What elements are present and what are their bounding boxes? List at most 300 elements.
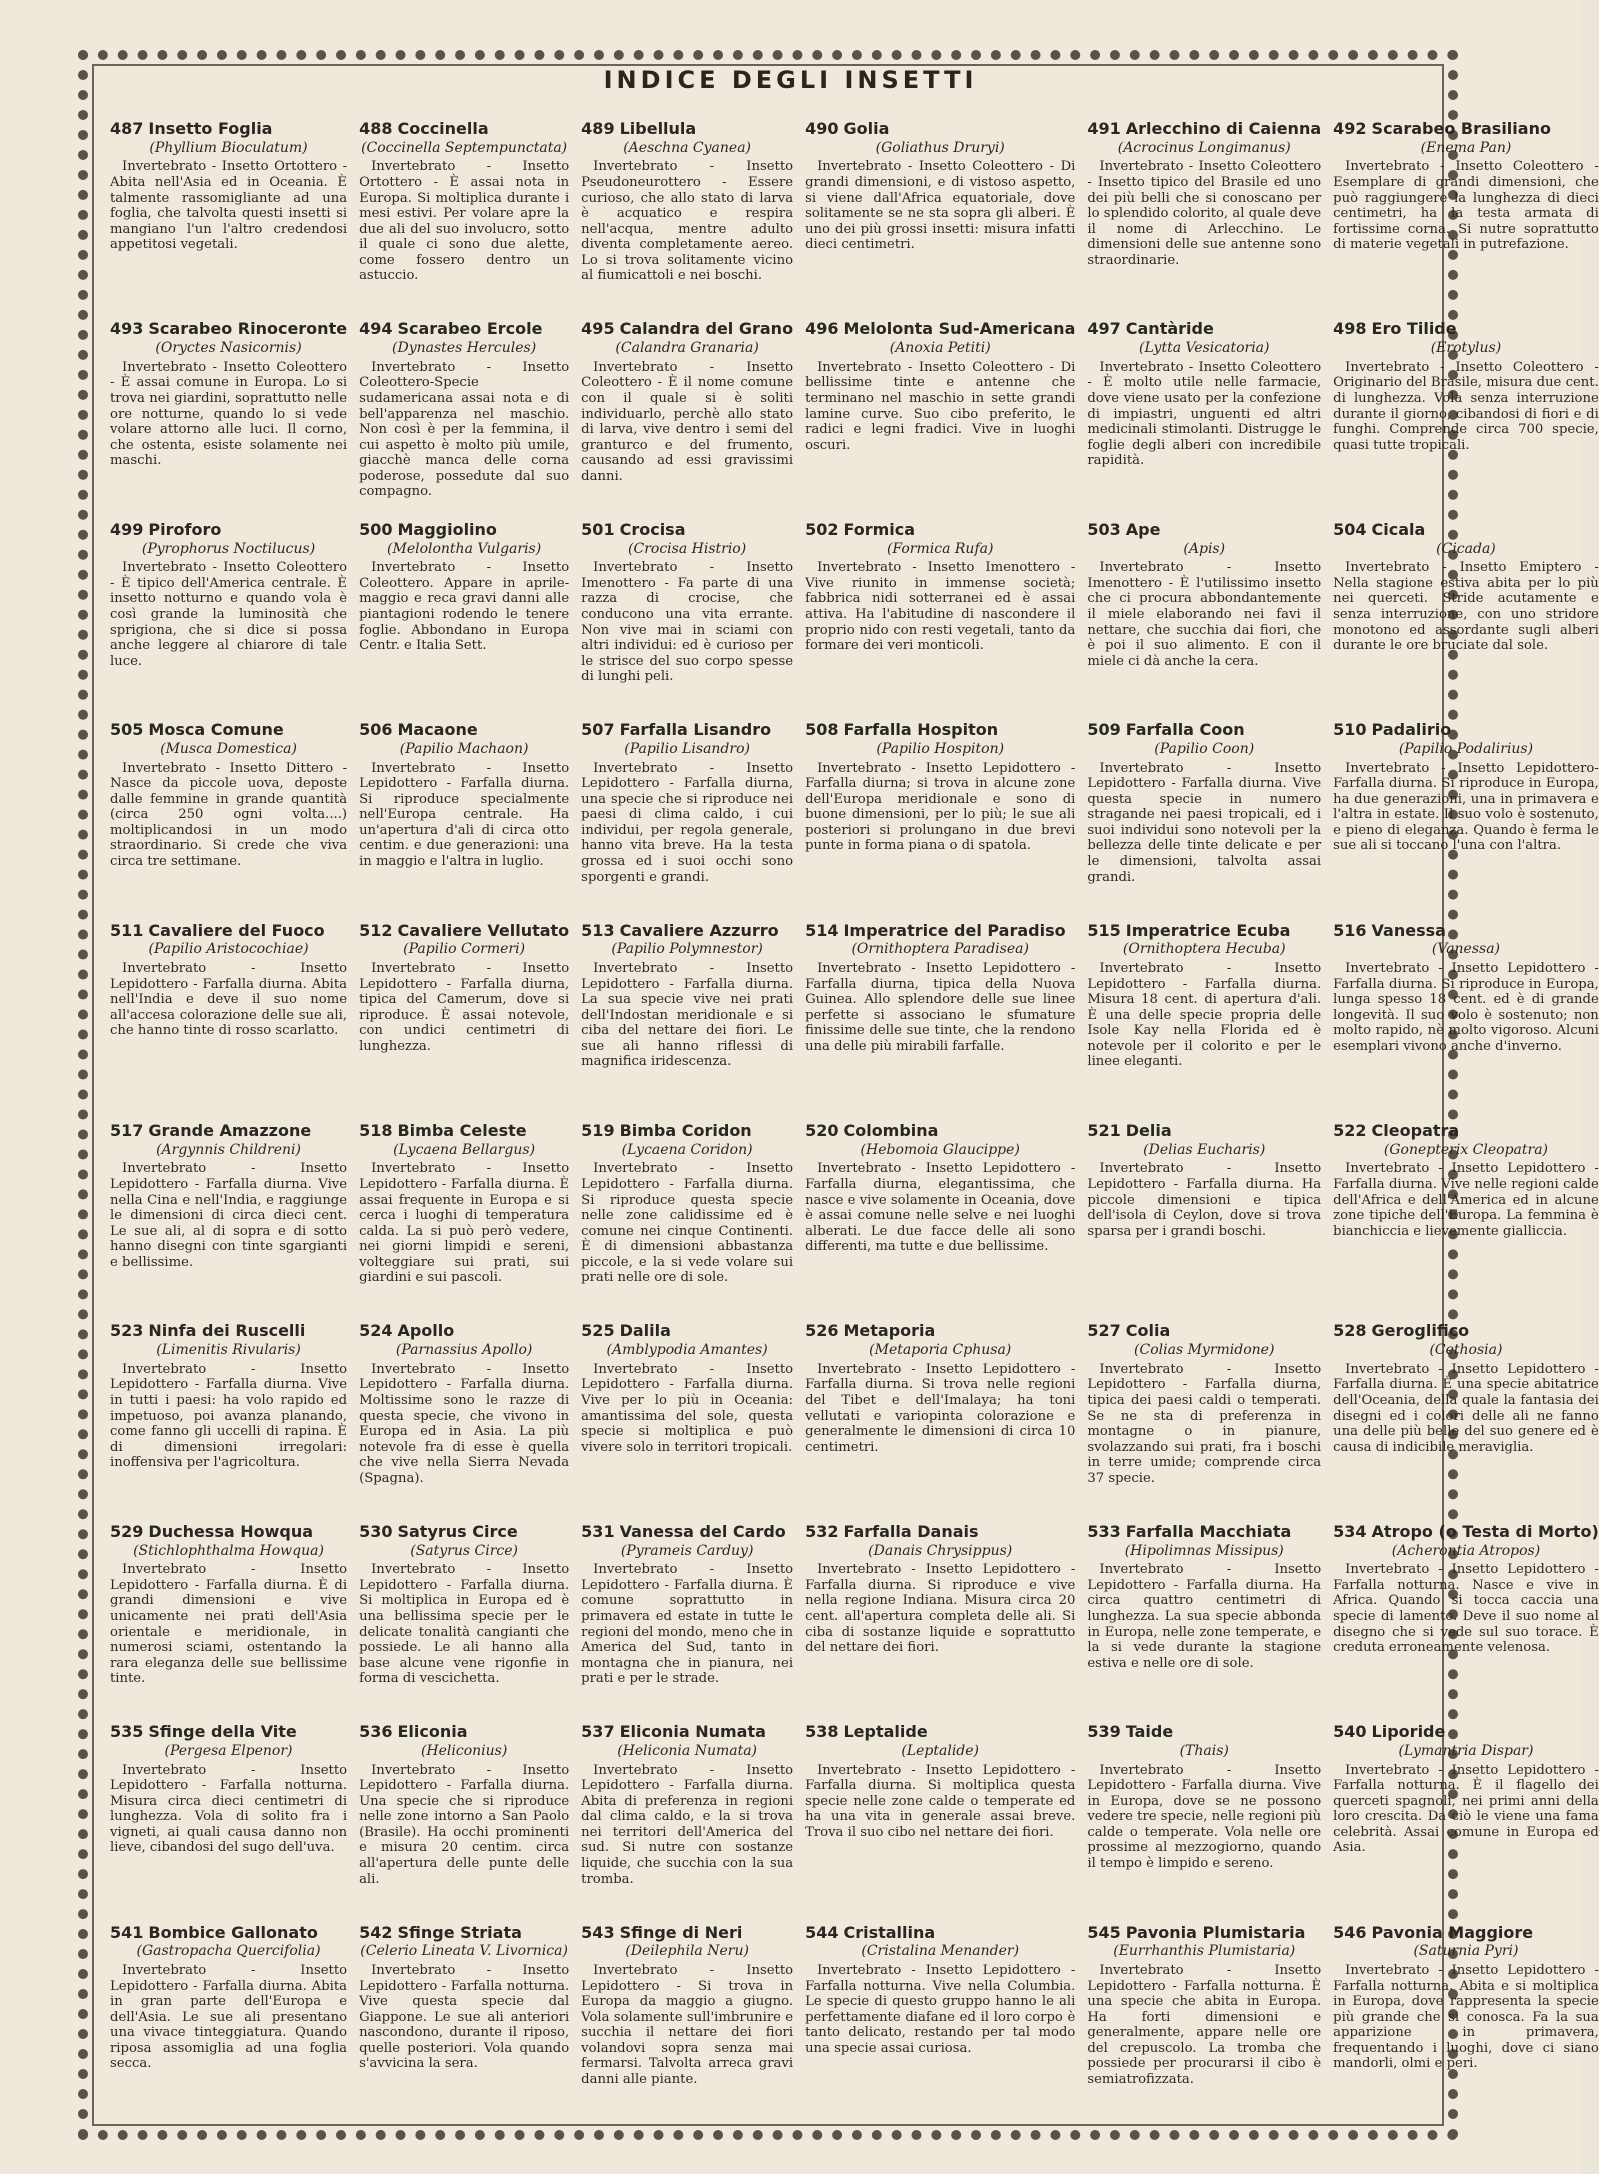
entry-description: Invertebrato - Insetto Lepidottero-Farfalla diurna. Si riproduce in Europa, ha due generazioni, una in primavera e l'altra in estate. Il suo volo è sostenuto, e pieno di eleganza. Quando è ferma le sue ali si toccano l'una con l'altra. bbox=[1333, 760, 1599, 854]
entry-name: Vanessa del Cardo bbox=[619, 1521, 786, 1541]
entry-latin-name: (Anoxia Petiti) bbox=[889, 340, 991, 357]
entry-latin-name: (Papilio Cormeri) bbox=[403, 941, 526, 958]
insect-entry bbox=[805, 521, 1075, 717]
entry-name: Calandra del Grano bbox=[619, 319, 794, 339]
entry-number: 528 bbox=[1333, 1321, 1367, 1341]
entry-name: Geroglifico bbox=[1371, 1321, 1470, 1341]
entry-number: 513 bbox=[581, 920, 615, 940]
insect-entry bbox=[1087, 120, 1321, 316]
entry-description: Invertebrato - Insetto Emiptero - Nella stagione estiva abita per lo più nei querceti. Stride acutamente e senza interruzione, con uno stridore monotono ed assordante sugli alberi durante le ore bruciate dal sole. bbox=[1333, 560, 1599, 654]
entry-name: Duchessa Howqua bbox=[148, 1521, 314, 1541]
entry-name: Maggiolino bbox=[397, 519, 497, 539]
entry-description: Invertebrato - Insetto Lepidottero - Farfalla notturna. Misura circa dieci centimetri di lunghezza. Vola di solito fra i vigneti, ai quali causa danno non lieve, cibandosi del sugo dell'uva. bbox=[110, 1762, 348, 1856]
insect-entry bbox=[581, 721, 793, 917]
entry-name: Golia bbox=[843, 119, 890, 138]
entry-name: Eliconia bbox=[397, 1722, 468, 1742]
entry-latin-name: (Parnassius Apollo) bbox=[395, 1342, 533, 1359]
insect-entry bbox=[1333, 922, 1599, 1118]
entry-name: Scarabeo Brasiliano bbox=[1371, 119, 1551, 138]
entry-latin-name: (Coccinella Septempunctata) bbox=[361, 139, 568, 156]
insect-entry bbox=[1087, 1523, 1321, 1719]
entry-latin-name: (Papilio Lisandro) bbox=[624, 741, 750, 758]
entry-heading bbox=[1333, 120, 1599, 139]
entries-grid bbox=[110, 119, 1599, 2120]
entry-heading bbox=[805, 120, 1075, 139]
entry-number: 535 bbox=[110, 1722, 144, 1742]
entry-latin-name: (Limenitis Rivularis) bbox=[156, 1342, 301, 1359]
entry-name: Cantàride bbox=[1125, 319, 1214, 339]
entry-latin-name: (Pyrameis Carduy) bbox=[620, 1542, 754, 1559]
insect-entry bbox=[359, 1122, 569, 1318]
entry-number: 509 bbox=[1087, 720, 1121, 740]
entry-description: Invertebrato - Insetto Pseudoneurottero - Essere curioso, che allo stato di larva è acquatico e respira nell'acqua, mentre adulto diventa completamente aereo. Lo si trova solitamente vicino al fiumicattoli e nei boschi. bbox=[581, 159, 794, 284]
insect-entry bbox=[1087, 1924, 1321, 2120]
entry-heading bbox=[359, 1122, 569, 1141]
entry-name: Grande Amazzone bbox=[148, 1120, 312, 1140]
entry-number: 491 bbox=[1087, 119, 1121, 138]
insect-entry bbox=[359, 1523, 569, 1719]
entry-number: 503 bbox=[1087, 519, 1121, 539]
entry-latin-name: (Formica Rufa) bbox=[886, 540, 994, 557]
entry-number: 499 bbox=[110, 519, 144, 539]
entry-heading bbox=[581, 120, 793, 139]
entry-latin-name: (Vanessa) bbox=[1431, 941, 1501, 958]
entry-number: 523 bbox=[110, 1321, 144, 1341]
entry-number: 541 bbox=[110, 1922, 144, 1942]
insect-entry bbox=[581, 1523, 793, 1719]
insect-entry bbox=[805, 721, 1075, 917]
entry-description: Invertebrato - Insetto Coleottero - Di bellissime tinte e antenne che terminano nel maschio in sette grandi lamine curve. Suo cibo preferito, le radici e legni fradici. Vive in luoghi oscuri. bbox=[805, 359, 1076, 453]
entry-name: Liporide bbox=[1371, 1722, 1446, 1742]
insect-entry bbox=[1333, 1322, 1599, 1518]
entry-number: 536 bbox=[359, 1722, 393, 1742]
entry-latin-name: (Gastropacha Quercifolia) bbox=[136, 1943, 321, 1960]
insect-entry bbox=[581, 120, 793, 316]
entry-description: Invertebrato - Insetto Lepidottero - Farfalla diurna, tipica del Camerum, dove si riproduce. È assai notevole, con undici centimetri di lunghezza. bbox=[359, 960, 570, 1054]
entry-latin-name: (Lycaena Bellargus) bbox=[393, 1141, 536, 1158]
entry-heading bbox=[1333, 1924, 1599, 1943]
entry-name: Colia bbox=[1125, 1321, 1171, 1341]
entry-heading bbox=[110, 521, 347, 540]
insect-entry bbox=[1087, 320, 1321, 516]
insect-entry bbox=[1087, 1723, 1321, 1919]
entry-heading bbox=[805, 1723, 1075, 1742]
insect-entry bbox=[581, 521, 793, 717]
entry-latin-name: (Papilio Coon) bbox=[1154, 741, 1255, 758]
entry-heading bbox=[1087, 1322, 1321, 1341]
entry-name: Cicala bbox=[1371, 519, 1426, 539]
entry-heading bbox=[359, 1723, 569, 1742]
entry-heading bbox=[110, 120, 347, 139]
entry-description: Invertebrato - Insetto Coleottero-Specie sudamericana assai nota e di bell'apparenza nel maschio. Non così è per la femmina, il cui aspetto è molto più umile, giacchè manca delle corna poderose, possedute dal suo compagno. bbox=[359, 359, 570, 500]
entry-latin-name: (Heliconius) bbox=[420, 1743, 508, 1760]
entry-name: Coccinella bbox=[397, 119, 489, 138]
entry-latin-name: (Papilio Aristocochiae) bbox=[148, 941, 309, 958]
entry-heading bbox=[110, 1723, 347, 1742]
entry-heading bbox=[1333, 1322, 1599, 1341]
entry-latin-name: (Papilio Machaon) bbox=[399, 741, 529, 758]
entry-number: 544 bbox=[805, 1922, 839, 1942]
entry-heading bbox=[1087, 1122, 1321, 1141]
entry-number: 508 bbox=[805, 720, 839, 740]
entry-description: Invertebrato - Insetto Lepidottero - Farfalla notturna. Vive questa specie dal Giappone. Le sue ali anteriori nascondono, durante il riposo, quelle posteriori. Vola quando s'avvicina la sera. bbox=[359, 1962, 570, 2072]
entry-latin-name: (Heliconia Numata) bbox=[617, 1743, 758, 1760]
entry-name: Farfalla Danais bbox=[843, 1521, 979, 1541]
entry-description: Invertebrato - Insetto Lepidottero - Farfalla diurna. Si riproduce in Europa, lunga spesso 18 cent. ed è di grande longevità. Il suo volo è sostenuto; non molto rapido, nè molto vigoroso. Alcuni esemplari vivono anche d'inverno. bbox=[1333, 960, 1599, 1054]
entry-number: 534 bbox=[1333, 1521, 1367, 1541]
entry-name: Ero Tilide bbox=[1371, 319, 1457, 339]
entry-number: 546 bbox=[1333, 1922, 1367, 1942]
entry-heading bbox=[1087, 120, 1321, 139]
entry-number: 519 bbox=[581, 1120, 615, 1140]
entry-description: Invertebrato - Insetto Lepidottero - Farfalla diurna. Vive in Europa, dove se ne possono vedere tre specie, nelle regioni più calde o temperate. Vola nelle ore prossime al mezzogiorno, quando il tempo è limpido e sereno. bbox=[1087, 1762, 1322, 1872]
entry-description: Invertebrato - Insetto Lepidottero - Farfalla diurna. Si riproduce questa specie nelle zone calidissime ed è comune nei cinque Continenti. È di dimensioni abbastanza piccole, e la si vede volare sui prati nelle ore di sole. bbox=[581, 1161, 794, 1286]
entry-number: 518 bbox=[359, 1120, 393, 1140]
insect-entry bbox=[359, 521, 569, 717]
entry-description: Invertebrato - Insetto Coleottero - È tipico dell'America centrale. È insetto notturno e quando vola è così grande la luminosità che sprigiona, che si dice si possa anche leggere al chiarore di tale luce. bbox=[110, 560, 348, 669]
entry-heading bbox=[581, 1122, 793, 1141]
entry-latin-name: (Oryctes Nasicornis) bbox=[155, 340, 302, 357]
entry-number: 496 bbox=[805, 319, 839, 339]
entry-number: 512 bbox=[359, 920, 393, 940]
entry-name: Eliconia Numata bbox=[619, 1722, 766, 1742]
entry-name: Padalirio bbox=[1371, 720, 1452, 740]
entry-latin-name: (Melolontha Vulgaris) bbox=[387, 540, 542, 557]
entry-description: Invertebrato - Insetto Lepidottero - Farfalla diurna. Si moltiplica questa specie nelle zone calde o temperate ed ha una vita in generale assai breve. Trova il suo cibo nel nettare dei fiori. bbox=[805, 1762, 1076, 1840]
entry-heading bbox=[110, 1924, 347, 1943]
entry-name: Scarabeo Ercole bbox=[397, 319, 543, 339]
entry-description: Invertebrato - Insetto Lepidottero - Farfalla diurna. È assai frequente in Europa e si cerca i luoghi di temperatura calda. La si può però vedere, nei giorni limpidi e sereni, volteggiare sui prati, sui giardini e sui pascoli. bbox=[359, 1161, 570, 1286]
entry-latin-name: (Eurrhanthis Plumistaria) bbox=[1113, 1943, 1296, 1960]
entry-description: Invertebrato - Insetto Lepidottero - Farfalla notturna. Nasce e vive in Africa. Quando si tocca caccia una specie di lamento. Deve il suo nome al disegno che si vede sul suo torace. È creduta erroneamente velenosa. bbox=[1333, 1562, 1599, 1656]
entry-latin-name: (Stichlophthalma Howqua) bbox=[133, 1542, 324, 1559]
entry-heading bbox=[1333, 721, 1599, 740]
entry-heading bbox=[1087, 320, 1321, 339]
entry-name: Crocisa bbox=[619, 519, 686, 539]
entry-description: Invertebrato - Insetto Lepidottero - Farfalla diurna. Abita nell'India e deve il suo nome all'accesa colorazione delle sue ali, che hanno tinte di rosso scarlatto. bbox=[110, 960, 348, 1039]
insect-entry bbox=[581, 1924, 793, 2120]
entry-heading bbox=[359, 120, 569, 139]
entry-number: 502 bbox=[805, 519, 839, 539]
entry-number: 530 bbox=[359, 1521, 393, 1541]
insect-entry bbox=[1087, 521, 1321, 717]
entry-name: Vanessa bbox=[1371, 920, 1446, 940]
insect-entry bbox=[110, 1122, 347, 1318]
insect-entry bbox=[581, 1122, 793, 1318]
entry-heading bbox=[110, 1122, 347, 1141]
entry-latin-name: (Enema Pan) bbox=[1420, 139, 1512, 156]
entry-description: Invertebrato - Insetto Lepidottero - Farfalla diurna. Si trova nelle regioni del Tibet e dell'Imalaya; ha toni vellutati e variopinta colorazione e generalmente le dimensioni di circa 10 centimetri. bbox=[805, 1361, 1076, 1455]
entry-number: 501 bbox=[581, 519, 615, 539]
entry-number: 532 bbox=[805, 1521, 839, 1541]
entry-name: Sfinge della Vite bbox=[148, 1722, 297, 1742]
entry-name: Cavaliere Vellutato bbox=[397, 920, 570, 940]
insect-entry bbox=[110, 1322, 347, 1518]
entry-heading bbox=[359, 1322, 569, 1341]
entry-heading bbox=[805, 721, 1075, 740]
entry-latin-name: (Delias Eucharis) bbox=[1143, 1141, 1266, 1158]
entry-heading bbox=[1333, 1122, 1599, 1141]
entry-latin-name: (Papilio Polymnestor) bbox=[611, 941, 763, 958]
entry-number: 522 bbox=[1333, 1120, 1367, 1140]
entry-description: Invertebrato - Insetto Lepidottero - Si trova in Europa da maggio a giugno. Vola solamente sull'imbrunire e succhia il nettare dei fiori volandovi sopra senza mai fermarsi. Talvolta arreca gravi danni alle piante. bbox=[581, 1962, 794, 2088]
entry-name: Metaporia bbox=[843, 1321, 936, 1341]
insect-entry bbox=[581, 1322, 793, 1518]
entry-heading bbox=[581, 1322, 793, 1341]
entry-latin-name: (Satyrus Circe) bbox=[410, 1542, 518, 1559]
entry-description: Invertebrato - Insetto Lepidottero - Farfalla diurna. Si riproduce specialmente nell'Europa centrale. Ha un'apertura d'ali di circa otto centim. e due generazioni: una in maggio e l'altra in luglio. bbox=[359, 760, 570, 870]
entry-heading bbox=[805, 320, 1075, 339]
insect-entry bbox=[110, 320, 347, 516]
entry-latin-name: (Argynnis Childreni) bbox=[156, 1141, 301, 1158]
entry-name: Cavaliere Azzurro bbox=[619, 920, 779, 940]
entry-heading bbox=[1087, 521, 1321, 540]
entry-description: Invertebrato - Insetto Lepidottero - Farfalla diurna; si trova in alcune zone dell'Europa meridionale e sono di buone dimensioni, per lo più; le sue ali posteriori si prolungano in due brevi punte in forma piana o di spatola. bbox=[805, 760, 1076, 854]
entry-heading bbox=[110, 1523, 347, 1542]
entry-description: Invertebrato - Insetto Coleottero. Appare in aprile-maggio e reca gravi danni alle piantagioni rodendo le tenere foglie. Abbondano in Europa Centr. e Italia Sett. bbox=[359, 560, 570, 654]
entry-description: Invertebrato - Insetto Lepidottero - Farfalla notturna. Abita e si moltiplica in Europa, dove rappresenta la specie più grande che si conosca. Fa la sua apparizione in primavera, frequentando i luoghi, dove ci siano mandorli, olmi e peri. bbox=[1333, 1962, 1599, 2072]
insect-entry bbox=[805, 1322, 1075, 1518]
entry-number: 527 bbox=[1087, 1321, 1121, 1341]
entry-number: 538 bbox=[805, 1722, 839, 1742]
entry-name: Farfalla Lisandro bbox=[619, 720, 772, 740]
entry-name: Arlecchino di Caienna bbox=[1125, 119, 1322, 138]
insect-entry bbox=[110, 1723, 347, 1919]
entry-latin-name: (Phyllium Bioculatum) bbox=[149, 139, 308, 156]
entry-latin-name: (Lymantria Dispar) bbox=[1398, 1743, 1534, 1760]
entry-latin-name: (Pyrophorus Noctilucus) bbox=[141, 540, 316, 557]
entry-latin-name: (Colias Myrmidone) bbox=[1134, 1342, 1275, 1359]
insect-entry bbox=[359, 922, 569, 1118]
entry-description: Invertebrato - Insetto Coleottero - È il nome comune con il quale si è soliti individuarlo, perchè allo stato di larva, vive dentro i semi del granturco e del frumento, causando ad essi gravissimi danni. bbox=[581, 359, 794, 484]
insect-entry bbox=[581, 922, 793, 1118]
entry-name: Taide bbox=[1125, 1722, 1174, 1742]
entry-latin-name: (Celerio Lineata V. Livornica) bbox=[360, 1943, 568, 1960]
entry-latin-name: (Cethosia) bbox=[1429, 1342, 1503, 1359]
entry-description: Invertebrato - Insetto Lepidottero - Farfalla diurna, una specie che si riproduce nei paesi di clima caldo, i cui individui, per regola generale, hanno vita breve. Ha la testa grossa ed i suoi occhi sono sporgenti e grandi. bbox=[581, 760, 794, 885]
entry-description: Invertebrato - Insetto Lepidottero - Farfalla diurna. Si moltiplica in Europa ed è una bellissima specie per le delicate tonalità cangianti che possiede. Le ali hanno alla base alcune vene rigonfie in forma di vescichetta. bbox=[359, 1562, 570, 1687]
insect-entry bbox=[1333, 1924, 1599, 2120]
entry-number: 520 bbox=[805, 1120, 839, 1140]
entry-name: Leptalide bbox=[843, 1722, 928, 1742]
entry-name: Ninfa dei Ruscelli bbox=[148, 1321, 306, 1341]
entry-name: Cavaliere del Fuoco bbox=[148, 920, 325, 940]
entry-heading bbox=[1333, 521, 1599, 540]
entry-description: Invertebrato - Insetto Coleottero - Di grandi dimensioni, e di vistoso aspetto, si viene dall'Africa equatoriale, dove solitamente se ne sta sopra gli alberi. È uno dei più grossi insetti: misura infatti dieci centimetri. bbox=[805, 159, 1076, 253]
insect-entry bbox=[110, 1924, 347, 2120]
insect-entry bbox=[1333, 521, 1599, 717]
entry-description: Invertebrato - Insetto Imenottero - Vive riunito in immense società; fabbrica nidi sotterranei ed è assai attiva. Ha l'abitudine di nascondere il proprio nido con resti vegetali, tanto da formare dei veri monticoli. bbox=[805, 560, 1076, 654]
entry-latin-name: (Leptalide) bbox=[901, 1743, 980, 1760]
entry-description: Invertebrato - Insetto Lepidottero - Farfalla diurna. È una specie abitatrice dell'Oceania, della quale la fantasia dei disegni ed i colori delle ali ne fanno una delle più belle del suo genere ed è causa di indicibile meraviglia. bbox=[1333, 1361, 1599, 1455]
entry-description: Invertebrato - Insetto Lepidottero - Farfalla diurna, tipica della Nuova Guinea. Allo splendore delle sue linee perfette si associano le sfumature finissime delle sue tinte, che la rendono una delle più mirabili farfalle. bbox=[805, 960, 1076, 1054]
insect-entry bbox=[805, 1723, 1075, 1919]
entry-number: 494 bbox=[359, 319, 393, 339]
entry-description: Invertebrato - Insetto Lepidottero - Farfalla diurna. Si riproduce e vive nella regione Indiana. Misura circa 20 cent. all'apertura completa delle ali. Si ciba di sostanze liquide e soprattutto del nettare dei fiori. bbox=[805, 1562, 1076, 1656]
entry-description: Invertebrato - Insetto Lepidottero - Farfalla diurna. È di grandi dimensioni e vive unicamente nei prati dell'Asia orientale e meridionale, in numerosi sciami, ostentando la rara eleganza delle sue bellissime tinte. bbox=[110, 1562, 348, 1687]
entry-name: Delia bbox=[1125, 1120, 1172, 1140]
entry-description: Invertebrato - Insetto Coleottero - È assai comune in Europa. Lo si trova nei giardini, soprattutto nelle ore notturne, quando lo si vede volare attorno alle luci. Il corno, che ostenta, esiste solamente nei maschi. bbox=[110, 359, 348, 469]
entry-name: Formica bbox=[843, 519, 916, 539]
entry-heading bbox=[581, 320, 793, 339]
entry-heading bbox=[581, 922, 793, 941]
entry-latin-name: (Erotylus) bbox=[1430, 340, 1502, 357]
insect-entry bbox=[359, 1924, 569, 2120]
entry-number: 497 bbox=[1087, 319, 1121, 339]
entry-heading bbox=[1333, 1523, 1599, 1542]
entry-name: Sfinge Striata bbox=[397, 1922, 522, 1942]
entry-description: Invertebrato - Insetto Lepidottero - Farfalla diurna. Vive nelle regioni calde dell'Africa e dell'America ed in alcune zone tipiche dell'Europa. La femmina è bianchiccia e lievemente gialliccia. bbox=[1333, 1161, 1599, 1239]
entry-description: Invertebrato - Insetto Lepidottero - Farfalla diurna. Vive per lo più in Oceania: amantissima del sole, questa specie si moltiplica e può vivere solo in territori tropicali. bbox=[581, 1361, 794, 1455]
entry-latin-name: (Thais) bbox=[1179, 1743, 1229, 1760]
entry-number: 500 bbox=[359, 519, 393, 539]
entry-name: Pavonia Maggiore bbox=[1371, 1922, 1534, 1942]
entry-name: Imperatrice Ecuba bbox=[1125, 920, 1291, 940]
entry-number: 516 bbox=[1333, 920, 1367, 940]
entry-description: Invertebrato - Insetto Lepidottero - Farfalla diurna. Vive in tutti i paesi: ha volo rapido ed impetuoso, poi avanza planando, come fanno gli uccelli di rapina. È di dimensioni irregolari: inoffensiva per l'agricoltura. bbox=[110, 1361, 348, 1471]
entry-heading bbox=[581, 721, 793, 740]
entry-name: Cleopatra bbox=[1371, 1120, 1460, 1140]
entry-latin-name: (Amblypodia Amantes) bbox=[606, 1342, 768, 1359]
entry-name: Cristallina bbox=[843, 1922, 936, 1942]
page-title: INDICE DEGLI INSETTI bbox=[603, 66, 978, 94]
entry-latin-name: (Danais Chrysippus) bbox=[868, 1542, 1013, 1559]
entry-heading bbox=[359, 521, 569, 540]
entry-latin-name: (Metaporia Cphusa) bbox=[869, 1342, 1012, 1359]
entry-description: Invertebrato - Insetto Lepidottero - Farfalla diurna. Una specie che si riproduce nelle zone intorno a San Paolo (Brasile). Ha occhi prominenti e misura 20 centim. circa all'apertura delle punte delle ali. bbox=[359, 1762, 570, 1887]
entry-number: 505 bbox=[110, 720, 144, 740]
entry-latin-name: (Apis) bbox=[1183, 540, 1226, 557]
insect-entry bbox=[805, 1523, 1075, 1719]
entry-heading bbox=[359, 721, 569, 740]
entry-description: Invertebrato - Insetto Lepidottero - Farfalla notturna. È una specie che abita in Europa. Ha forti dimensioni e generalmente, appare nelle ore del crepuscolo. La tromba che possiede per procurarsi il cibo è semiatrofizzata. bbox=[1087, 1962, 1322, 2088]
entry-name: Imperatrice del Paradiso bbox=[843, 920, 1066, 940]
insect-entry bbox=[805, 1924, 1075, 2120]
entry-heading bbox=[359, 320, 569, 339]
entry-name: Satyrus Circe bbox=[397, 1521, 518, 1541]
entry-latin-name: (Saturnia Pyri) bbox=[1413, 1943, 1519, 1960]
entry-description: Invertebrato - Insetto Lepidottero - Farfalla diurna. Misura 18 cent. di apertura d'ali. È una delle specie propria delle Isole Kay nella Florida ed è notevole per il colorito e per le linee eleganti. bbox=[1087, 960, 1322, 1070]
entry-name: Pavonia Plumistaria bbox=[1125, 1922, 1306, 1942]
insect-entry bbox=[359, 721, 569, 917]
entry-heading bbox=[805, 1122, 1075, 1141]
entry-latin-name: (Gonepterix Cleopatra) bbox=[1383, 1141, 1549, 1158]
entry-latin-name: (Calandra Granaria) bbox=[615, 340, 759, 357]
entry-description: Invertebrato - Insetto Coleottero - Originario del Brasile, misura due cent. di lunghezza. Vola senza interruzione durante il giorno, cibandosi di fiori e di funghi. Comprende circa 700 specie, quasi tutte tropicali. bbox=[1333, 359, 1599, 453]
entry-name: Sfinge di Neri bbox=[619, 1922, 743, 1942]
entry-name: Ape bbox=[1125, 519, 1161, 539]
entry-name: Scarabeo Rinoceronte bbox=[148, 319, 348, 339]
entry-description: Invertebrato - Insetto Lepidottero - Farfalla diurna. Abita di preferenza in regioni dal clima caldo, e la si trova nei territori dell'America del sud. Si nutre con sostanze liquide, che succhia con la sua tromba. bbox=[581, 1762, 794, 1887]
entry-latin-name: (Hebomoia Glaucippe) bbox=[860, 1141, 1020, 1158]
insect-entry bbox=[805, 120, 1075, 316]
entry-heading bbox=[1087, 922, 1321, 941]
insect-entry bbox=[805, 1122, 1075, 1318]
entry-latin-name: (Dynastes Hercules) bbox=[392, 340, 537, 357]
insect-entry bbox=[110, 922, 347, 1118]
entry-name: Farfalla Coon bbox=[1125, 720, 1245, 740]
insect-entry bbox=[805, 922, 1075, 1118]
insect-entry bbox=[1087, 1322, 1321, 1518]
entry-number: 525 bbox=[581, 1321, 615, 1341]
entry-latin-name: (Lycaena Coridon) bbox=[621, 1141, 753, 1158]
entry-number: 490 bbox=[805, 119, 839, 138]
insect-entry bbox=[110, 721, 347, 917]
insect-entry bbox=[1333, 721, 1599, 917]
entry-name: Libellula bbox=[619, 119, 697, 138]
entry-heading bbox=[805, 1322, 1075, 1341]
entry-description: Invertebrato - Insetto Lepidottero - Farfalla diurna. Moltissime sono le razze di questa specie, che vivono in Europa ed in Asia. La più notevole fra di esse è quella che vive nella Sierra Nevada (Spagna). bbox=[359, 1361, 570, 1486]
entry-description: Invertebrato - Insetto Coleottero - Insetto tipico del Brasile ed uno dei più belli che si conoscano per lo splendido colorito, al quale deve il nome di Arlecchino. Le dimensioni delle sue antenne sono straordinarie. bbox=[1087, 159, 1322, 268]
entry-heading bbox=[581, 1723, 793, 1742]
entry-number: 540 bbox=[1333, 1722, 1367, 1742]
entry-heading bbox=[1087, 721, 1321, 740]
insect-entry bbox=[581, 1723, 793, 1919]
entry-heading bbox=[805, 1924, 1075, 1943]
entry-number: 487 bbox=[110, 119, 144, 138]
entry-description: Invertebrato - Insetto Imenottero - È l'utilissimo insetto che ci procura abbondantemente il miele elaborando nei favi il nettare, che succhia dai fiori, che è poi il suo alimento. E con il miele ci dà anche la cera. bbox=[1087, 560, 1322, 669]
entry-latin-name: (Cicada) bbox=[1436, 540, 1496, 557]
entry-number: 521 bbox=[1087, 1120, 1121, 1140]
entry-description: Invertebrato - Insetto Coleottero - È molto utile nelle farmacie, dove viene usato per la confezione di impiastri, unguenti ed altri medicinali stimolanti. Distrugge le foglie degli alberi con incredibile rapidità. bbox=[1087, 359, 1322, 469]
entry-description: Invertebrato - Insetto Lepidottero - Farfalla diurna. Ha piccole dimensioni e tipica dell'isola di Ceylon, dove si trova sparsa per i grandi boschi. bbox=[1087, 1161, 1322, 1239]
entry-number: 510 bbox=[1333, 720, 1367, 740]
entry-heading bbox=[110, 1322, 347, 1341]
entry-heading bbox=[805, 922, 1075, 941]
entry-description: Invertebrato - Insetto Imenottero - Fa parte di una razza di crocise, che conducono una vita errante. Non vive mai in sciami con altri individui: ed è curioso per le strisce del suo corpo spesse di lunghi peli. bbox=[581, 560, 794, 685]
insect-entry bbox=[1087, 1122, 1321, 1318]
insect-entry bbox=[110, 120, 347, 316]
entry-name: Piroforo bbox=[148, 519, 222, 539]
entry-description: Invertebrato - Insetto Lepidottero - Farfalla diurna. Vive questa specie in numero stragande nei paesi tropicali, ed i suoi individui sono notevoli per la bellezza delle tinte delicate e per le dimensioni, talvolta assai grandi. bbox=[1087, 760, 1322, 885]
entry-number: 526 bbox=[805, 1321, 839, 1341]
insect-entry bbox=[110, 1523, 347, 1719]
entry-heading bbox=[110, 320, 347, 339]
entry-heading bbox=[359, 922, 569, 941]
entry-description: Invertebrato - Insetto Lepidottero - Farfalla diurna. Abita in gran parte dell'Europa e dell'Asia. Le sue ali presentano una vivace tinteggiatura. Quando riposa assomiglia ad una foglia secca. bbox=[110, 1962, 348, 2072]
insect-entry bbox=[805, 320, 1075, 516]
insect-entry bbox=[110, 521, 347, 717]
entry-description: Invertebrato - Insetto Coleottero - Esemplare di grandi dimensioni, che può raggiungere la lunghezza di dieci centimetri, ha la testa armata di fortissime corna. Si nutre soprattutto di materie vegetali in putrefazione. bbox=[1333, 159, 1599, 253]
entry-latin-name: (Crocisa Histrio) bbox=[628, 540, 747, 557]
entry-latin-name: (Pergesa Elpenor) bbox=[164, 1743, 293, 1760]
entry-name: Atropo (o Testa di Morto) bbox=[1371, 1521, 1599, 1541]
insect-entry bbox=[1087, 721, 1321, 917]
entry-number: 488 bbox=[359, 119, 393, 138]
entry-heading bbox=[1333, 922, 1599, 941]
entry-heading bbox=[359, 1523, 569, 1542]
entry-heading bbox=[110, 721, 347, 740]
entry-heading bbox=[1087, 1523, 1321, 1542]
entry-heading bbox=[1087, 1723, 1321, 1742]
entry-latin-name: (Acherontia Atropos) bbox=[1391, 1542, 1541, 1559]
entry-name: Bimba Celeste bbox=[397, 1120, 527, 1140]
entry-number: 492 bbox=[1333, 119, 1367, 138]
insect-entry bbox=[359, 320, 569, 516]
entry-heading bbox=[805, 521, 1075, 540]
entry-name: Apollo bbox=[397, 1321, 455, 1341]
entry-description: Invertebrato - Insetto Lepidottero - Farfalla diurna, elegantissima, che nasce e vive solamente in Oceania, dove è assai comune nelle selve e nei luoghi alberati. Le due facce delle ali sono differenti, ma tutte e due bellissime. bbox=[805, 1161, 1076, 1255]
entry-description: Invertebrato - Insetto Lepidottero - Farfalla notturna. È il flagello dei querceti spagnoli, nei primi anni della loro crescita. Da ciò le viene una fama celebrità. Assai comune in Europa ed Asia. bbox=[1333, 1762, 1599, 1856]
entry-number: 489 bbox=[581, 119, 615, 138]
entry-number: 493 bbox=[110, 319, 144, 339]
entry-heading bbox=[1087, 1924, 1321, 1943]
entry-number: 504 bbox=[1333, 519, 1367, 539]
entry-description: Invertebrato - Insetto Ortottero - È assai nota in Europa. Si moltiplica durante i mesi estivi. Per volare apre la due ali del suo involucro, sotto il quale ci sono due alette, come fossero dentro un astuccio. bbox=[359, 159, 570, 284]
entry-name: Dalila bbox=[619, 1321, 671, 1341]
entry-number: 506 bbox=[359, 720, 393, 740]
entry-name: Bombice Gallonato bbox=[148, 1922, 318, 1942]
